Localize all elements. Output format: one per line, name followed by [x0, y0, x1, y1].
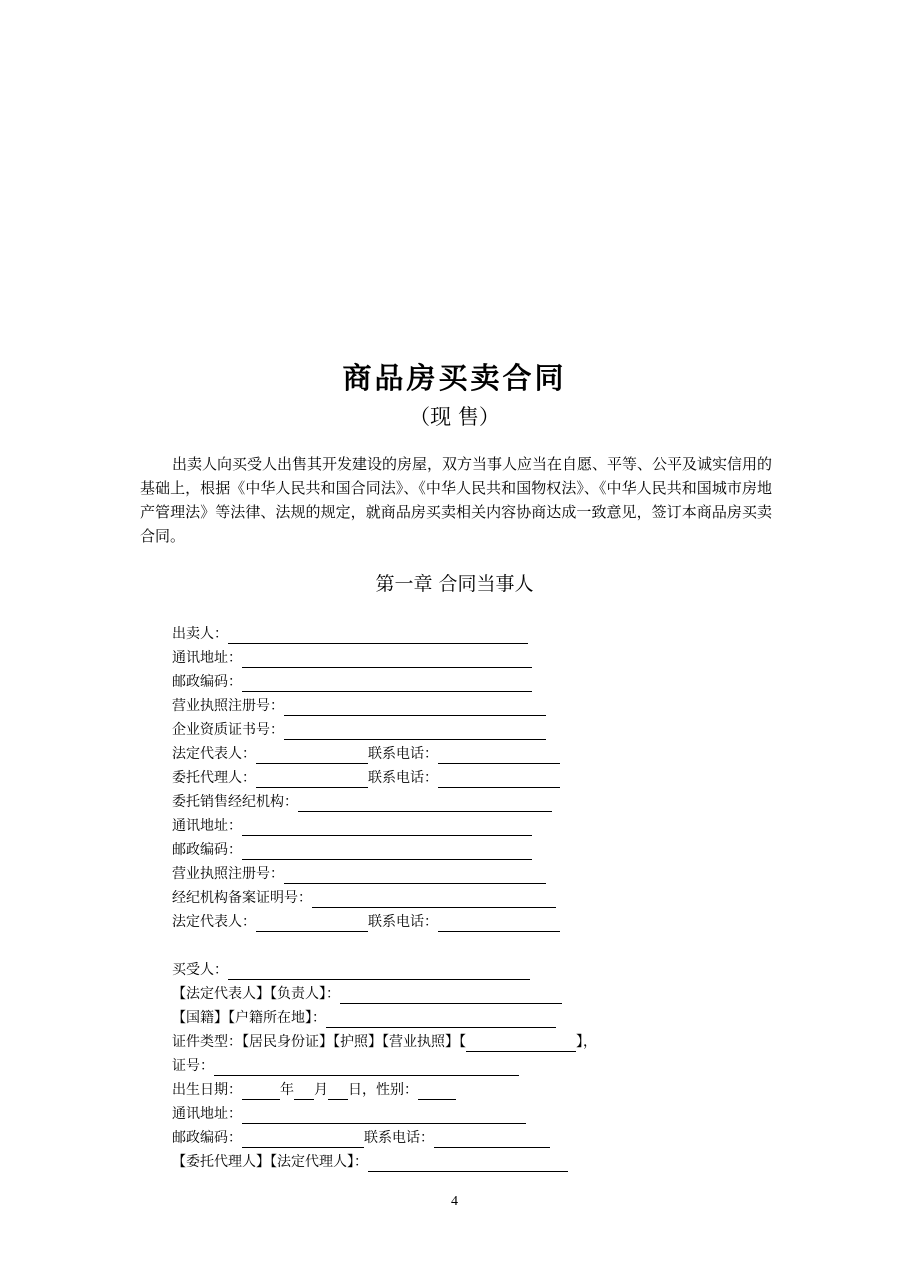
buyer-agent-input[interactable] — [368, 1155, 568, 1172]
seller-phone-input[interactable] — [438, 747, 560, 764]
broker-row — [172, 788, 772, 812]
seller-license-row — [172, 692, 772, 716]
buyer-phone-input[interactable] — [434, 1131, 550, 1148]
seller-agent-phone-label: 联系电话： — [368, 770, 438, 786]
document-title: 商品房买卖合同 — [342, 361, 567, 395]
buyer-month-label: 月 — [314, 1082, 328, 1098]
buyer-birth-day-input[interactable] — [328, 1083, 348, 1100]
buyer-id-type-other-input[interactable] — [466, 1035, 576, 1052]
seller-postcode-input[interactable] — [242, 675, 532, 692]
broker-input[interactable] — [298, 795, 552, 812]
broker-address-label: 通讯地址： — [172, 818, 242, 834]
seller-agent-label: 委托代理人： — [172, 770, 256, 786]
buyer-birth-label: 出生日期： — [172, 1082, 242, 1098]
document-subtitle: （现 售） — [409, 405, 500, 429]
broker-postcode-input[interactable] — [242, 843, 532, 860]
buyer-address-label: 通讯地址： — [172, 1106, 242, 1122]
broker-address-input[interactable] — [242, 819, 532, 836]
broker-legal-rep-label: 法定代表人： — [172, 914, 256, 930]
broker-postcode-row — [172, 836, 772, 860]
broker-label: 委托销售经纪机构： — [172, 794, 298, 810]
buyer-agent-label: 【委托代理人】【法定代理人】： — [172, 1154, 368, 1170]
seller-license-input[interactable] — [284, 699, 546, 716]
seller-phone-label: 联系电话： — [368, 746, 438, 762]
buyer-postcode-input[interactable] — [242, 1131, 364, 1148]
buyer-row — [172, 956, 772, 980]
buyer-birth-row — [172, 1076, 772, 1100]
section-gap — [172, 932, 772, 956]
buyer-address-row — [172, 1100, 772, 1124]
buyer-label: 买受人： — [172, 962, 228, 978]
buyer-input[interactable] — [228, 963, 530, 980]
seller-address-row — [172, 644, 772, 668]
seller-label: 出卖人： — [172, 626, 228, 642]
buyer-legal-rep-label: 【法定代表人】【负责人】： — [172, 986, 340, 1002]
broker-record-input[interactable] — [312, 891, 556, 908]
broker-postcode-label: 邮政编码： — [172, 842, 242, 858]
chapter-title: 第一章 合同当事人 — [375, 573, 534, 595]
seller-agent-row — [172, 764, 772, 788]
seller-license-label: 营业执照注册号： — [172, 698, 284, 714]
buyer-nationality-input[interactable] — [326, 1011, 556, 1028]
seller-qualification-label: 企业资质证书号： — [172, 722, 284, 738]
buyer-address-input[interactable] — [242, 1107, 526, 1124]
buyer-birth-month-input[interactable] — [294, 1083, 314, 1100]
broker-legal-rep-row — [172, 908, 772, 932]
broker-address-row — [172, 812, 772, 836]
buyer-postcode-label: 邮政编码： — [172, 1130, 242, 1146]
seller-legal-rep-input[interactable] — [256, 747, 368, 764]
seller-input[interactable] — [228, 627, 528, 644]
buyer-id-no-label: 证号： — [172, 1058, 214, 1074]
buyer-year-label: 年 — [280, 1082, 294, 1098]
broker-record-label: 经纪机构备案证明号： — [172, 890, 312, 906]
buyer-nationality-row — [172, 1004, 772, 1028]
buyer-gender-input[interactable] — [418, 1083, 456, 1100]
buyer-id-type-close: 】， — [576, 1034, 597, 1050]
buyer-postcode-row — [172, 1124, 772, 1148]
buyer-phone-label: 联系电话： — [364, 1130, 434, 1146]
buyer-agent-row — [172, 1148, 772, 1172]
seller-agent-input[interactable] — [256, 771, 368, 788]
broker-license-label: 营业执照注册号： — [172, 866, 284, 882]
buyer-legal-rep-input[interactable] — [340, 987, 562, 1004]
seller-legal-rep-label: 法定代表人： — [172, 746, 256, 762]
seller-qualification-input[interactable] — [284, 723, 546, 740]
party-fields — [172, 620, 772, 1172]
seller-legal-rep-row — [172, 740, 772, 764]
seller-agent-phone-input[interactable] — [438, 771, 560, 788]
buyer-birth-year-input[interactable] — [242, 1083, 280, 1100]
seller-row — [172, 620, 772, 644]
page-number: 4 — [451, 1194, 458, 1209]
buyer-id-no-row — [172, 1052, 772, 1076]
buyer-day-gender-label: 日，性别： — [348, 1082, 418, 1098]
broker-legal-rep-input[interactable] — [256, 915, 368, 932]
broker-record-row — [172, 884, 772, 908]
broker-license-input[interactable] — [284, 867, 546, 884]
broker-license-row — [172, 860, 772, 884]
broker-phone-label: 联系电话： — [368, 914, 438, 930]
seller-postcode-label: 邮政编码： — [172, 674, 242, 690]
seller-address-label: 通讯地址： — [172, 650, 242, 666]
seller-postcode-row — [172, 668, 772, 692]
buyer-nationality-label: 【国籍】【户籍所在地】： — [172, 1010, 326, 1026]
buyer-id-type-row — [172, 1028, 772, 1052]
buyer-id-type-label: 证件类型：【居民身份证】【护照】【营业执照】【 — [172, 1034, 466, 1050]
intro-paragraph: 出卖人向买受人出售其开发建设的房屋，双方当事人应当在自愿、平等、公平及诚实信用的基础上，根据《中华人民共和国合同法》、《中华人民共和国物权法》、《中华人民共和国城市房地产管理法》等法律、法规的规定，就商品房买卖相关内容协商达成一致意见，签订本商品房买卖合同。 — [140, 455, 773, 545]
broker-phone-input[interactable] — [438, 915, 560, 932]
seller-address-input[interactable] — [242, 651, 532, 668]
buyer-id-no-input[interactable] — [214, 1059, 519, 1076]
buyer-legal-rep-row — [172, 980, 772, 1004]
seller-qualification-row — [172, 716, 772, 740]
